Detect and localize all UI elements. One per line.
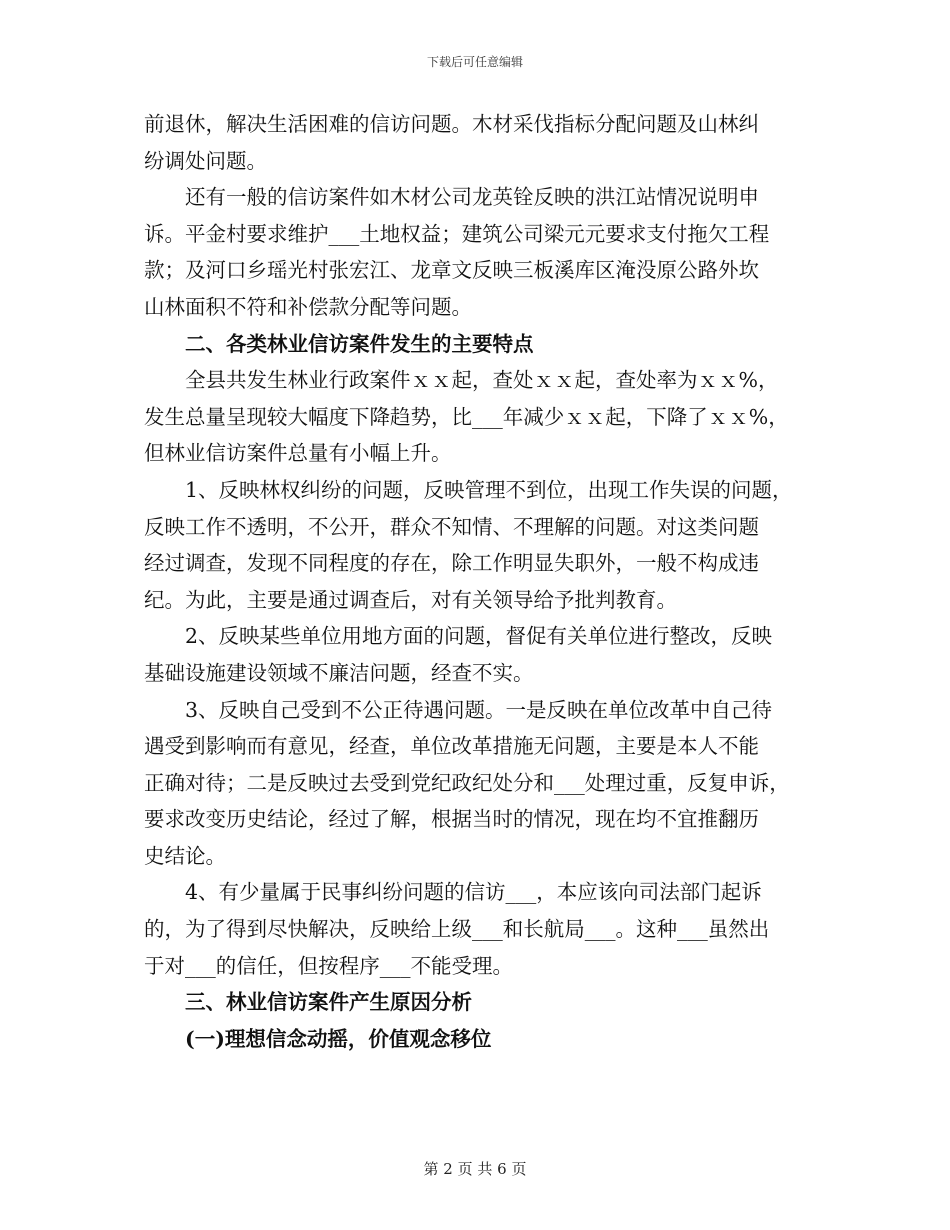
subsection-heading: (一)理想信念动摇，价值观念移位 bbox=[185, 1026, 492, 1051]
section-heading: 三、林业信访案件产生原因分析 bbox=[185, 990, 472, 1015]
paragraph-line: 全县共发生林业行政案件ｘｘ起，查处ｘｘ起，查处率为ｘｘ%， bbox=[185, 368, 779, 393]
page-footer: 第 2 页 共 6 页 bbox=[423, 1160, 527, 1178]
paragraph-line: 前退休，解决生活困难的信访问题。木材采伐指标分配问题及山林纠 bbox=[144, 112, 759, 136]
section-heading: 二、各类林业信访案件发生的主要特点 bbox=[185, 331, 534, 356]
paragraph-line: 诉。平金村要求维护___土地权益；建筑公司梁元元要求支付拖欠工程 bbox=[144, 221, 770, 246]
paragraph-line: 纪。为此，主要是通过调查后，对有关领导给予批判教育。 bbox=[144, 587, 677, 612]
paragraph-line: 山林面积不符和补偿款分配等问题。 bbox=[144, 294, 472, 319]
paragraph-line: 款；及河口乡瑶光村张宏江、龙章文反映三板溪库区淹没原公路外坎 bbox=[144, 258, 759, 283]
paragraph-line: 经过调查，发现不同程度的存在，除工作明显失职外，一般不构成违 bbox=[144, 551, 759, 576]
paragraph-line: 史结论。 bbox=[144, 843, 226, 868]
paragraph-line: 3、反映自己受到不公正待遇问题。一是反映在单位改革中自己待 bbox=[185, 697, 773, 722]
paragraph-line: 要求改变历史结论，经过了解，根据当时的情况，现在均不宜推翻历 bbox=[144, 807, 759, 832]
paragraph-line: 于对___的信任，但按程序___不能受理。 bbox=[144, 953, 513, 978]
paragraph-line: 2、反映某些单位用地方面的问题，督促有关单位进行整改，反映 bbox=[185, 624, 773, 649]
document-body bbox=[144, 106, 808, 1057]
paragraph-line: 遇受到影响而有意见，经查，单位改革措施无问题，主要是本人不能 bbox=[144, 734, 759, 759]
paragraph-line: 1、反映林权纠纷的问题，反映管理不到位，出现工作失误的问题， bbox=[185, 477, 793, 502]
paragraph-line: 发生总量呈现较大幅度下降趋势，比___年减少ｘｘ起，下降了ｘｘ%， bbox=[144, 404, 789, 429]
paragraph-line: 但林业信访案件总量有小幅上升。 bbox=[144, 441, 452, 466]
paragraph-line: 基础设施建设领域不廉洁问题，经查不实。 bbox=[144, 660, 534, 685]
paragraph-line: 正确对待；二是反映过去受到党纪政纪处分和___处理过重，反复申诉， bbox=[144, 770, 790, 795]
paragraph-line: 4、有少量属于民事纠纷问题的信访___，本应该向司法部门起诉 bbox=[185, 880, 762, 905]
paragraph-line: 的，为了得到尽快解决，反映给上级___和长航局___。这种___虽然出 bbox=[144, 917, 770, 942]
page-header: 下载后可任意编辑 bbox=[426, 55, 523, 69]
paragraph-line: 还有一般的信访案件如木材公司龙英铨反映的洪江站情况说明申 bbox=[185, 185, 759, 210]
paragraph-line: 反映工作不透明，不公开，群众不知情、不理解的问题。对这类问题 bbox=[144, 514, 759, 539]
paragraph-line: 纷调处问题。 bbox=[144, 148, 267, 173]
